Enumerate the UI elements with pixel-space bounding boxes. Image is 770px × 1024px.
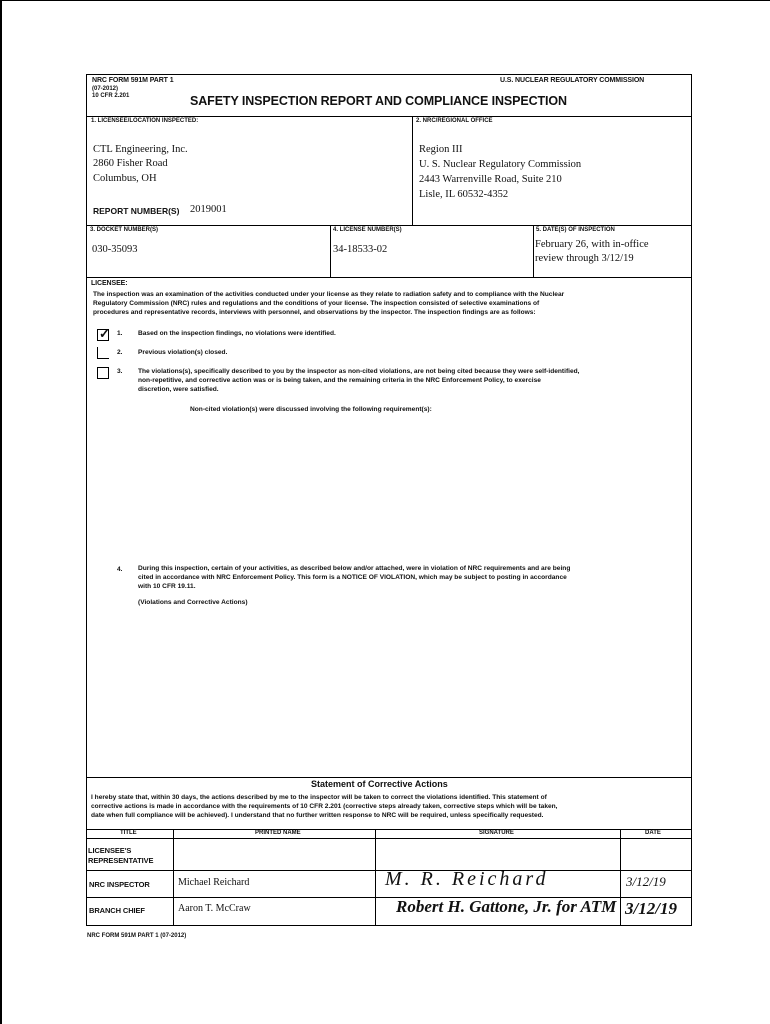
rule xyxy=(86,777,692,778)
form-title: SAFETY INSPECTION REPORT AND COMPLIANCE INSPECTION xyxy=(190,94,567,108)
chief-signature: Robert H. Gattone, Jr. for ATM xyxy=(396,897,617,916)
form-footer: NRC FORM 591M PART 1 (07-2012) xyxy=(87,933,187,939)
row-title-l2: REPRESENTATIVE xyxy=(88,856,154,865)
docket-label: 3. DOCKET NUMBER(S) xyxy=(90,227,159,233)
corrective-line-3: date when full compliance will be achieved). I understand that no further written response to NRC will be required, unless specifically requested. xyxy=(91,812,544,819)
agency-name: U.S. NUCLEAR REGULATORY COMMISSION xyxy=(500,77,645,84)
check-mark-icon: ✓ xyxy=(99,326,110,341)
rule xyxy=(86,225,692,226)
divider xyxy=(330,225,331,277)
office-line-3: 2443 Warrenville Road, Suite 210 xyxy=(419,174,562,185)
divider xyxy=(533,225,534,277)
item1-checkbox[interactable] xyxy=(97,326,110,341)
divider xyxy=(620,829,621,926)
report-number-label: REPORT NUMBER(S) xyxy=(93,206,180,216)
item3-checkbox[interactable] xyxy=(97,367,109,379)
date-line-1: February 26, with in-office xyxy=(535,239,649,250)
office-line-2: U. S. Nuclear Regulatory Commission xyxy=(419,159,582,170)
col-title: TITLE xyxy=(120,830,137,836)
row-title-chief: BRANCH CHIEF xyxy=(89,906,145,915)
inspector-name: Michael Reichard xyxy=(178,877,250,888)
intro-line-2: Regulatory Commission (NRC) rules and regulations and the conditions of your license. The inspection consisted of selective examinations of xyxy=(93,300,540,307)
rule xyxy=(86,829,692,830)
divider xyxy=(412,116,413,226)
item4-line-3: with 10 CFR 19.11. xyxy=(138,583,196,590)
col-signature: SIGNATURE xyxy=(479,830,514,836)
docket-number: 030-35093 xyxy=(92,244,138,255)
rule xyxy=(86,277,692,278)
item4-line-1: During this inspection, certain of your activities, as described below and/or attached, were in violation of NRC requirements and are being xyxy=(138,565,571,572)
item2-checkbox[interactable] xyxy=(97,347,109,359)
item4-line-2: cited in accordance with NRC Enforcement Policy. This form is a NOTICE OF VIOLATION, which may be subject to posting in accordance xyxy=(138,574,567,581)
licensee-label: 1. LICENSEE/LOCATION INSPECTED: xyxy=(91,118,199,124)
date-line-2: review through 3/12/19 xyxy=(535,253,634,264)
intro-line-3: procedures and representative records, interviews with personnel, and observations by the inspector. The inspection findings are as follows: xyxy=(93,309,536,316)
office-line-1: Region III xyxy=(419,144,463,155)
item3-number: 3. xyxy=(117,368,123,375)
divider xyxy=(375,829,376,926)
item3-line-3: discretion, were satisfied. xyxy=(138,386,219,393)
office-label: 2. NRC/REGIONAL OFFICE xyxy=(416,118,493,124)
licensee-line-1: CTL Engineering, Inc. xyxy=(93,144,188,155)
license-number: 34-18533-02 xyxy=(333,244,388,255)
form-date: (07-2012) xyxy=(92,86,119,92)
chief-name: Aaron T. McCraw xyxy=(178,903,251,914)
licensee-line-2: 2860 Fisher Road xyxy=(93,158,168,169)
row-title-inspector: NRC INSPECTOR xyxy=(89,880,150,889)
item4-number: 4. xyxy=(117,566,123,573)
item1-number: 1. xyxy=(117,330,123,337)
noncited-text: Non-cited violation(s) were discussed involving the following requirement(s): xyxy=(190,406,432,413)
rule xyxy=(86,838,692,839)
license-label: 4. LICENSE NUMBER(S) xyxy=(333,227,402,233)
col-name: PRINTED NAME xyxy=(255,830,301,836)
item1-text: Based on the inspection findings, no violations were identified. xyxy=(138,330,336,337)
licensee-line-3: Columbus, OH xyxy=(93,173,157,184)
rule xyxy=(86,116,692,117)
form-id: NRC FORM 591M PART 1 xyxy=(92,77,174,84)
item2-text: Previous violation(s) closed. xyxy=(138,349,228,356)
item3-line-2: non-repetitive, and corrective action was or is being taken, and the remaining criteria in the NRC Enforcement Policy, to exercise xyxy=(138,377,541,384)
scan-edge-left xyxy=(0,0,2,1024)
licensee-heading: LICENSEE: xyxy=(91,280,128,287)
row-title-l1: LICENSEE'S xyxy=(88,846,132,855)
chief-date: 3/12/19 xyxy=(625,899,677,918)
col-date: DATE xyxy=(645,830,661,836)
intro-line-1: The inspection was an examination of the activities conducted under your license as they relate to radiation safety and to compliance with the Nuclear xyxy=(93,291,565,298)
item4-sub: (Violations and Corrective Actions) xyxy=(138,599,248,606)
corrective-heading: Statement of Corrective Actions xyxy=(311,779,448,789)
corrective-line-2: corrective actions is made in accordance with the requirements of 10 CFR 2.201 (corrective steps already taken, corrective steps which will be taken, xyxy=(91,803,558,810)
corrective-line-1: I hereby state that, within 30 days, the actions described by me to the inspector will be taken to correct the violations identified. This statement of xyxy=(91,794,547,801)
scan-edge-top xyxy=(0,0,770,1)
office-line-4: Lisle, IL 60532-4352 xyxy=(419,189,509,200)
divider xyxy=(173,829,174,926)
date-label: 5. DATE(S) OF INSPECTION xyxy=(536,227,615,233)
inspector-signature: M. R. Reichard xyxy=(385,868,549,890)
report-number: 2019001 xyxy=(190,204,227,215)
cfr-ref: 10 CFR 2.201 xyxy=(92,93,130,99)
item3-line-1: The violations(s), specifically described to you by the inspector as non-cited violations, are not being cited because they were self-identified, xyxy=(138,368,580,375)
inspector-date: 3/12/19 xyxy=(626,874,666,889)
item2-number: 2. xyxy=(117,349,123,356)
